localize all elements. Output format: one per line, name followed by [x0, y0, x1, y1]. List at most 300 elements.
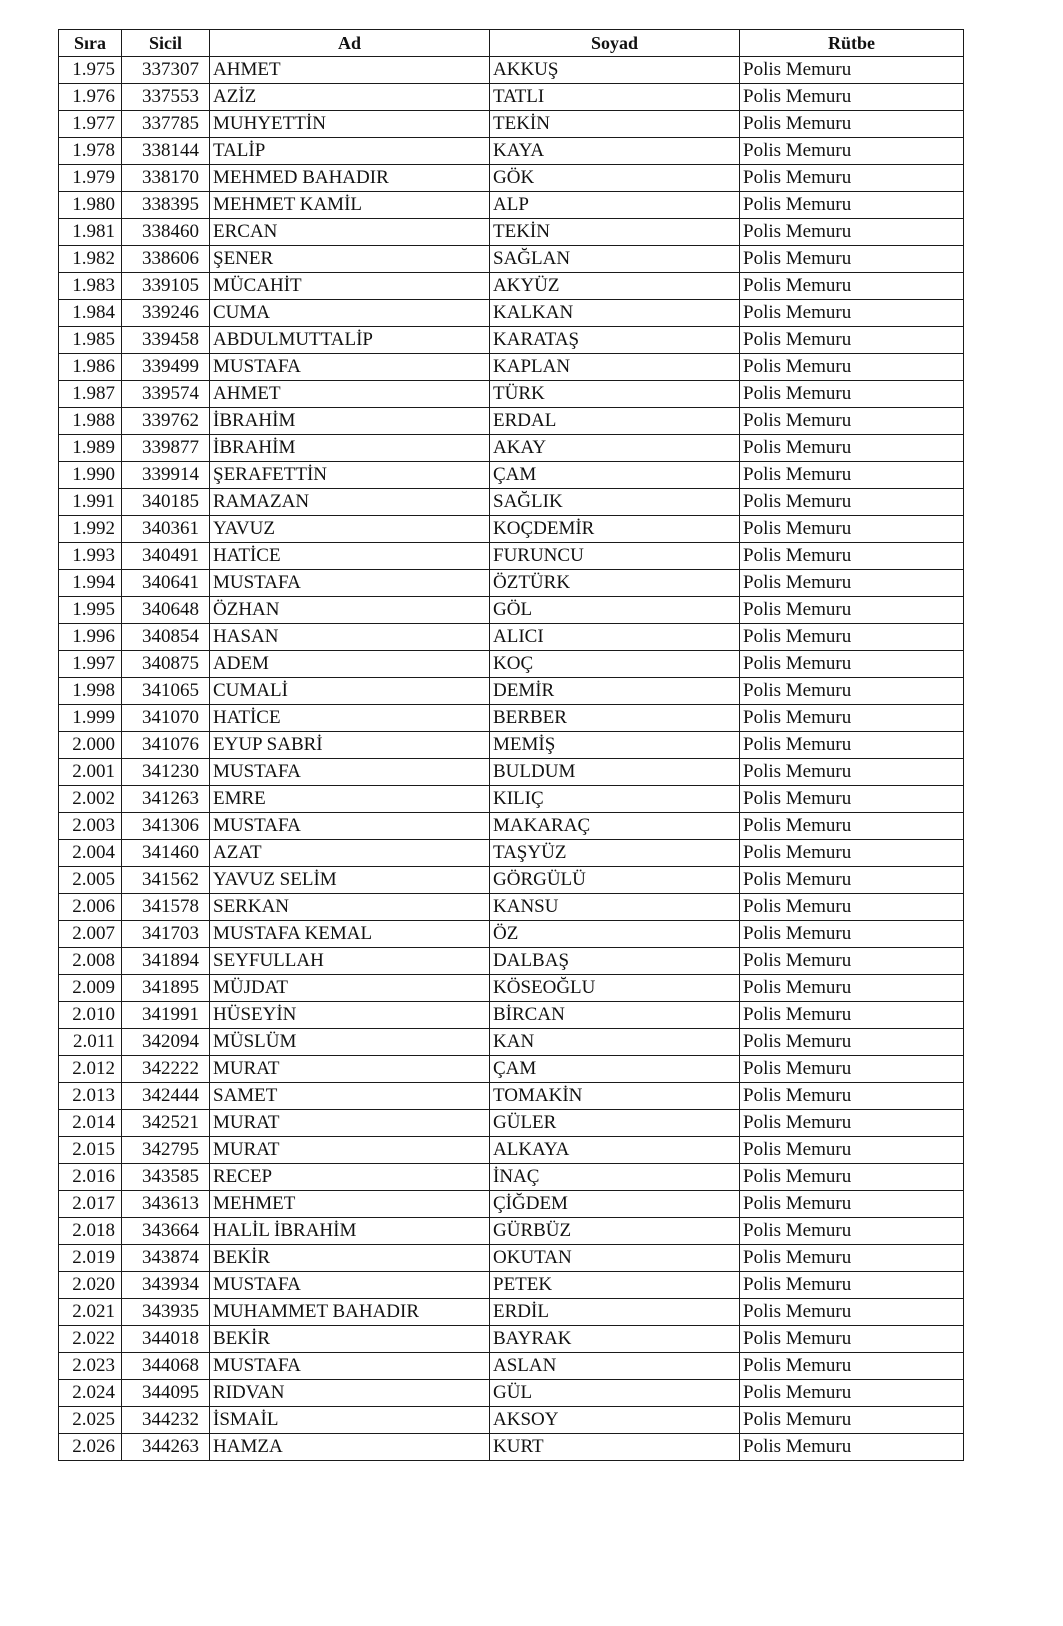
cell-soyad: DEMİR: [490, 678, 740, 705]
cell-soyad: ÖZTÜRK: [490, 570, 740, 597]
cell-sira: 1.989: [59, 435, 122, 462]
table-row: [59, 840, 964, 867]
table-row: [59, 1299, 964, 1326]
cell-ad: MUSTAFA: [210, 759, 490, 786]
cell-sicil: 339762: [122, 408, 210, 435]
cell-sira: 1.984: [59, 300, 122, 327]
table-row: [59, 300, 964, 327]
cell-ad: CUMALİ: [210, 678, 490, 705]
cell-sira: 2.007: [59, 921, 122, 948]
cell-rutbe: Polis Memuru: [740, 1029, 964, 1056]
cell-sira: 1.978: [59, 138, 122, 165]
cell-sicil: 338144: [122, 138, 210, 165]
cell-rutbe: Polis Memuru: [740, 597, 964, 624]
cell-sicil: 341460: [122, 840, 210, 867]
cell-rutbe: Polis Memuru: [740, 381, 964, 408]
cell-sicil: 340641: [122, 570, 210, 597]
cell-rutbe: Polis Memuru: [740, 570, 964, 597]
cell-ad: RAMAZAN: [210, 489, 490, 516]
cell-rutbe: Polis Memuru: [740, 624, 964, 651]
cell-ad: İBRAHİM: [210, 408, 490, 435]
cell-sicil: 341230: [122, 759, 210, 786]
cell-ad: MÜJDAT: [210, 975, 490, 1002]
cell-ad: CUMA: [210, 300, 490, 327]
table-row: [59, 462, 964, 489]
cell-sicil: 342222: [122, 1056, 210, 1083]
cell-rutbe: Polis Memuru: [740, 705, 964, 732]
cell-ad: EMRE: [210, 786, 490, 813]
cell-soyad: ERDİL: [490, 1299, 740, 1326]
cell-sicil: 341076: [122, 732, 210, 759]
cell-soyad: KAPLAN: [490, 354, 740, 381]
cell-sicil: 343934: [122, 1272, 210, 1299]
cell-sira: 1.994: [59, 570, 122, 597]
table-row: [59, 678, 964, 705]
header-sicil: Sicil: [122, 30, 210, 57]
cell-sicil: 343585: [122, 1164, 210, 1191]
table-row: [59, 1110, 964, 1137]
cell-ad: MUSTAFA: [210, 1353, 490, 1380]
cell-rutbe: Polis Memuru: [740, 1137, 964, 1164]
table-row: [59, 1407, 964, 1434]
cell-soyad: BAYRAK: [490, 1326, 740, 1353]
cell-ad: MEHMED BAHADIR: [210, 165, 490, 192]
cell-sicil: 338606: [122, 246, 210, 273]
cell-ad: HASAN: [210, 624, 490, 651]
table-row: [59, 1029, 964, 1056]
cell-rutbe: Polis Memuru: [740, 516, 964, 543]
cell-sicil: 344232: [122, 1407, 210, 1434]
cell-sira: 2.008: [59, 948, 122, 975]
table-row: [59, 759, 964, 786]
cell-sira: 2.004: [59, 840, 122, 867]
cell-sicil: 338395: [122, 192, 210, 219]
table-row: [59, 1191, 964, 1218]
cell-sicil: 344068: [122, 1353, 210, 1380]
header-rutbe: Rütbe: [740, 30, 964, 57]
cell-ad: YAVUZ: [210, 516, 490, 543]
cell-sicil: 340361: [122, 516, 210, 543]
cell-rutbe: Polis Memuru: [740, 1002, 964, 1029]
cell-sira: 1.993: [59, 543, 122, 570]
cell-sicil: 343664: [122, 1218, 210, 1245]
cell-rutbe: Polis Memuru: [740, 1245, 964, 1272]
cell-ad: AHMET: [210, 57, 490, 84]
cell-sira: 1.988: [59, 408, 122, 435]
cell-ad: EYUP SABRİ: [210, 732, 490, 759]
cell-rutbe: Polis Memuru: [740, 111, 964, 138]
cell-sira: 2.022: [59, 1326, 122, 1353]
cell-sira: 2.020: [59, 1272, 122, 1299]
cell-ad: AZİZ: [210, 84, 490, 111]
table-row: [59, 219, 964, 246]
cell-sicil: 341703: [122, 921, 210, 948]
table-row: [59, 1056, 964, 1083]
cell-soyad: GÜRBÜZ: [490, 1218, 740, 1245]
cell-rutbe: Polis Memuru: [740, 1326, 964, 1353]
cell-soyad: TOMAKİN: [490, 1083, 740, 1110]
cell-rutbe: Polis Memuru: [740, 1299, 964, 1326]
table-row: [59, 570, 964, 597]
cell-soyad: ALICI: [490, 624, 740, 651]
cell-rutbe: Polis Memuru: [740, 1083, 964, 1110]
cell-sicil: 341895: [122, 975, 210, 1002]
cell-ad: BEKİR: [210, 1326, 490, 1353]
cell-soyad: TATLI: [490, 84, 740, 111]
cell-soyad: ÇİĞDEM: [490, 1191, 740, 1218]
table-header-row: [59, 30, 964, 57]
cell-ad: MUSTAFA: [210, 813, 490, 840]
cell-rutbe: Polis Memuru: [740, 921, 964, 948]
cell-sicil: 340491: [122, 543, 210, 570]
cell-sicil: 339105: [122, 273, 210, 300]
cell-soyad: BERBER: [490, 705, 740, 732]
cell-soyad: KOÇ: [490, 651, 740, 678]
cell-rutbe: Polis Memuru: [740, 1353, 964, 1380]
cell-sicil: 339574: [122, 381, 210, 408]
cell-sira: 1.982: [59, 246, 122, 273]
cell-soyad: MAKARAÇ: [490, 813, 740, 840]
cell-soyad: KALKAN: [490, 300, 740, 327]
cell-soyad: KÖSEOĞLU: [490, 975, 740, 1002]
cell-soyad: ALP: [490, 192, 740, 219]
cell-rutbe: Polis Memuru: [740, 1110, 964, 1137]
cell-soyad: GÖK: [490, 165, 740, 192]
cell-soyad: AKYÜZ: [490, 273, 740, 300]
cell-sira: 2.017: [59, 1191, 122, 1218]
cell-sira: 1.975: [59, 57, 122, 84]
table-row: [59, 408, 964, 435]
cell-sicil: 342795: [122, 1137, 210, 1164]
cell-sira: 1.990: [59, 462, 122, 489]
cell-rutbe: Polis Memuru: [740, 273, 964, 300]
cell-soyad: KURT: [490, 1434, 740, 1461]
cell-soyad: KAYA: [490, 138, 740, 165]
cell-rutbe: Polis Memuru: [740, 462, 964, 489]
cell-sira: 2.000: [59, 732, 122, 759]
table-row: [59, 921, 964, 948]
header-soyad: Soyad: [490, 30, 740, 57]
cell-soyad: BİRCAN: [490, 1002, 740, 1029]
cell-ad: İBRAHİM: [210, 435, 490, 462]
cell-ad: MUHAMMET BAHADIR: [210, 1299, 490, 1326]
cell-rutbe: Polis Memuru: [740, 219, 964, 246]
table-row: [59, 1272, 964, 1299]
cell-ad: BEKİR: [210, 1245, 490, 1272]
cell-rutbe: Polis Memuru: [740, 543, 964, 570]
cell-sicil: 340648: [122, 597, 210, 624]
cell-ad: ŞENER: [210, 246, 490, 273]
cell-rutbe: Polis Memuru: [740, 138, 964, 165]
cell-rutbe: Polis Memuru: [740, 840, 964, 867]
cell-sicil: 341562: [122, 867, 210, 894]
cell-ad: HATİCE: [210, 543, 490, 570]
cell-sicil: 341070: [122, 705, 210, 732]
table-row: [59, 1083, 964, 1110]
cell-rutbe: Polis Memuru: [740, 1218, 964, 1245]
cell-soyad: BULDUM: [490, 759, 740, 786]
table-row: [59, 1380, 964, 1407]
table-row: [59, 543, 964, 570]
cell-soyad: ÇAM: [490, 462, 740, 489]
table-row: [59, 1218, 964, 1245]
cell-ad: MURAT: [210, 1137, 490, 1164]
cell-soyad: AKKUŞ: [490, 57, 740, 84]
cell-sira: 2.002: [59, 786, 122, 813]
cell-sicil: 339246: [122, 300, 210, 327]
cell-rutbe: Polis Memuru: [740, 435, 964, 462]
cell-rutbe: Polis Memuru: [740, 354, 964, 381]
cell-rutbe: Polis Memuru: [740, 489, 964, 516]
cell-rutbe: Polis Memuru: [740, 732, 964, 759]
cell-soyad: AKSOY: [490, 1407, 740, 1434]
cell-rutbe: Polis Memuru: [740, 894, 964, 921]
cell-sira: 1.983: [59, 273, 122, 300]
table-row: [59, 624, 964, 651]
cell-soyad: MEMİŞ: [490, 732, 740, 759]
cell-sira: 1.999: [59, 705, 122, 732]
cell-sicil: 340185: [122, 489, 210, 516]
cell-sira: 1.980: [59, 192, 122, 219]
cell-rutbe: Polis Memuru: [740, 786, 964, 813]
table-row: [59, 1353, 964, 1380]
table-row: [59, 327, 964, 354]
cell-sira: 2.001: [59, 759, 122, 786]
cell-rutbe: Polis Memuru: [740, 1272, 964, 1299]
table-row: [59, 273, 964, 300]
cell-ad: HATİCE: [210, 705, 490, 732]
cell-rutbe: Polis Memuru: [740, 300, 964, 327]
cell-soyad: GÖL: [490, 597, 740, 624]
cell-sira: 2.005: [59, 867, 122, 894]
cell-ad: MURAT: [210, 1056, 490, 1083]
cell-rutbe: Polis Memuru: [740, 192, 964, 219]
cell-ad: MEHMET KAMİL: [210, 192, 490, 219]
table-row: [59, 813, 964, 840]
cell-ad: SERKAN: [210, 894, 490, 921]
cell-soyad: AKAY: [490, 435, 740, 462]
cell-sira: 2.019: [59, 1245, 122, 1272]
personnel-table: [58, 29, 964, 1461]
cell-ad: AZAT: [210, 840, 490, 867]
cell-rutbe: Polis Memuru: [740, 327, 964, 354]
table-row: [59, 651, 964, 678]
cell-sicil: 344095: [122, 1380, 210, 1407]
cell-sira: 2.024: [59, 1380, 122, 1407]
cell-soyad: TÜRK: [490, 381, 740, 408]
cell-rutbe: Polis Memuru: [740, 651, 964, 678]
cell-sira: 1.997: [59, 651, 122, 678]
cell-sira: 2.006: [59, 894, 122, 921]
cell-sicil: 343935: [122, 1299, 210, 1326]
table-row: [59, 138, 964, 165]
table-row: [59, 57, 964, 84]
cell-soyad: SAĞLIK: [490, 489, 740, 516]
table-row: [59, 732, 964, 759]
cell-ad: MUSTAFA: [210, 1272, 490, 1299]
table-row: [59, 489, 964, 516]
cell-rutbe: Polis Memuru: [740, 948, 964, 975]
cell-sira: 2.009: [59, 975, 122, 1002]
cell-soyad: KOÇDEMİR: [490, 516, 740, 543]
table-row: [59, 1164, 964, 1191]
cell-sira: 2.018: [59, 1218, 122, 1245]
cell-soyad: KANSU: [490, 894, 740, 921]
cell-sicil: 344018: [122, 1326, 210, 1353]
cell-rutbe: Polis Memuru: [740, 57, 964, 84]
cell-sira: 1.996: [59, 624, 122, 651]
cell-soyad: KILIÇ: [490, 786, 740, 813]
table-body: [59, 57, 964, 1461]
table-row: [59, 354, 964, 381]
document-page: [58, 29, 963, 1461]
cell-soyad: OKUTAN: [490, 1245, 740, 1272]
cell-sicil: 338460: [122, 219, 210, 246]
cell-soyad: ASLAN: [490, 1353, 740, 1380]
cell-ad: SEYFULLAH: [210, 948, 490, 975]
cell-rutbe: Polis Memuru: [740, 975, 964, 1002]
cell-sira: 2.015: [59, 1137, 122, 1164]
cell-sicil: 341263: [122, 786, 210, 813]
cell-soyad: DALBAŞ: [490, 948, 740, 975]
cell-sira: 1.977: [59, 111, 122, 138]
cell-soyad: ÇAM: [490, 1056, 740, 1083]
cell-sicil: 339877: [122, 435, 210, 462]
table-row: [59, 381, 964, 408]
cell-soyad: GÖRGÜLÜ: [490, 867, 740, 894]
header-ad: Ad: [210, 30, 490, 57]
cell-sira: 1.985: [59, 327, 122, 354]
cell-ad: HALİL İBRAHİM: [210, 1218, 490, 1245]
cell-rutbe: Polis Memuru: [740, 759, 964, 786]
cell-sira: 2.023: [59, 1353, 122, 1380]
cell-sicil: 341894: [122, 948, 210, 975]
cell-sira: 2.014: [59, 1110, 122, 1137]
cell-rutbe: Polis Memuru: [740, 84, 964, 111]
cell-rutbe: Polis Memuru: [740, 867, 964, 894]
cell-sicil: 337307: [122, 57, 210, 84]
cell-soyad: KAN: [490, 1029, 740, 1056]
cell-rutbe: Polis Memuru: [740, 813, 964, 840]
cell-ad: HAMZA: [210, 1434, 490, 1461]
cell-ad: İSMAİL: [210, 1407, 490, 1434]
table-row: [59, 1245, 964, 1272]
cell-ad: RIDVAN: [210, 1380, 490, 1407]
cell-rutbe: Polis Memuru: [740, 1056, 964, 1083]
cell-rutbe: Polis Memuru: [740, 165, 964, 192]
cell-sicil: 342444: [122, 1083, 210, 1110]
cell-sicil: 343613: [122, 1191, 210, 1218]
cell-sicil: 339499: [122, 354, 210, 381]
table-row: [59, 1002, 964, 1029]
cell-sicil: 341065: [122, 678, 210, 705]
cell-sicil: 339458: [122, 327, 210, 354]
table-row: [59, 1137, 964, 1164]
cell-sicil: 344263: [122, 1434, 210, 1461]
table-row: [59, 786, 964, 813]
cell-sicil: 338170: [122, 165, 210, 192]
cell-sicil: 337785: [122, 111, 210, 138]
cell-sicil: 340875: [122, 651, 210, 678]
cell-ad: HÜSEYİN: [210, 1002, 490, 1029]
cell-sira: 2.021: [59, 1299, 122, 1326]
cell-sira: 1.976: [59, 84, 122, 111]
cell-ad: SAMET: [210, 1083, 490, 1110]
cell-rutbe: Polis Memuru: [740, 408, 964, 435]
cell-ad: MÜSLÜM: [210, 1029, 490, 1056]
cell-soyad: KARATAŞ: [490, 327, 740, 354]
cell-soyad: SAĞLAN: [490, 246, 740, 273]
cell-ad: RECEP: [210, 1164, 490, 1191]
cell-rutbe: Polis Memuru: [740, 1191, 964, 1218]
cell-sira: 2.011: [59, 1029, 122, 1056]
cell-rutbe: Polis Memuru: [740, 1407, 964, 1434]
cell-sira: 1.986: [59, 354, 122, 381]
table-row: [59, 597, 964, 624]
cell-soyad: GÜLER: [490, 1110, 740, 1137]
cell-ad: MUHYETTİN: [210, 111, 490, 138]
table-row: [59, 705, 964, 732]
cell-sira: 2.012: [59, 1056, 122, 1083]
cell-sira: 1.981: [59, 219, 122, 246]
cell-sicil: 340854: [122, 624, 210, 651]
cell-ad: ADEM: [210, 651, 490, 678]
cell-sicil: 343874: [122, 1245, 210, 1272]
cell-soyad: ERDAL: [490, 408, 740, 435]
cell-ad: AHMET: [210, 381, 490, 408]
cell-sira: 2.003: [59, 813, 122, 840]
cell-soyad: PETEK: [490, 1272, 740, 1299]
cell-ad: MEHMET: [210, 1191, 490, 1218]
table-row: [59, 1326, 964, 1353]
table-row: [59, 1434, 964, 1461]
cell-ad: MUSTAFA KEMAL: [210, 921, 490, 948]
table-row: [59, 111, 964, 138]
table-row: [59, 867, 964, 894]
cell-ad: MURAT: [210, 1110, 490, 1137]
table-row: [59, 192, 964, 219]
cell-rutbe: Polis Memuru: [740, 246, 964, 273]
cell-soyad: TEKİN: [490, 219, 740, 246]
cell-sicil: 341306: [122, 813, 210, 840]
cell-ad: ABDULMUTTALİP: [210, 327, 490, 354]
table-row: [59, 948, 964, 975]
cell-rutbe: Polis Memuru: [740, 678, 964, 705]
table-row: [59, 435, 964, 462]
table-row: [59, 975, 964, 1002]
cell-sira: 2.016: [59, 1164, 122, 1191]
cell-ad: ÖZHAN: [210, 597, 490, 624]
cell-sicil: 342521: [122, 1110, 210, 1137]
header-sira: Sıra: [59, 30, 122, 57]
cell-sira: 1.998: [59, 678, 122, 705]
cell-sicil: 341991: [122, 1002, 210, 1029]
cell-soyad: ALKAYA: [490, 1137, 740, 1164]
cell-soyad: FURUNCU: [490, 543, 740, 570]
cell-rutbe: Polis Memuru: [740, 1164, 964, 1191]
table-row: [59, 246, 964, 273]
cell-sicil: 339914: [122, 462, 210, 489]
table-row: [59, 84, 964, 111]
cell-sira: 1.991: [59, 489, 122, 516]
cell-sira: 1.995: [59, 597, 122, 624]
cell-ad: MUSTAFA: [210, 354, 490, 381]
cell-sira: 1.987: [59, 381, 122, 408]
cell-soyad: İNAÇ: [490, 1164, 740, 1191]
cell-ad: ŞERAFETTİN: [210, 462, 490, 489]
cell-sira: 1.979: [59, 165, 122, 192]
table-row: [59, 516, 964, 543]
